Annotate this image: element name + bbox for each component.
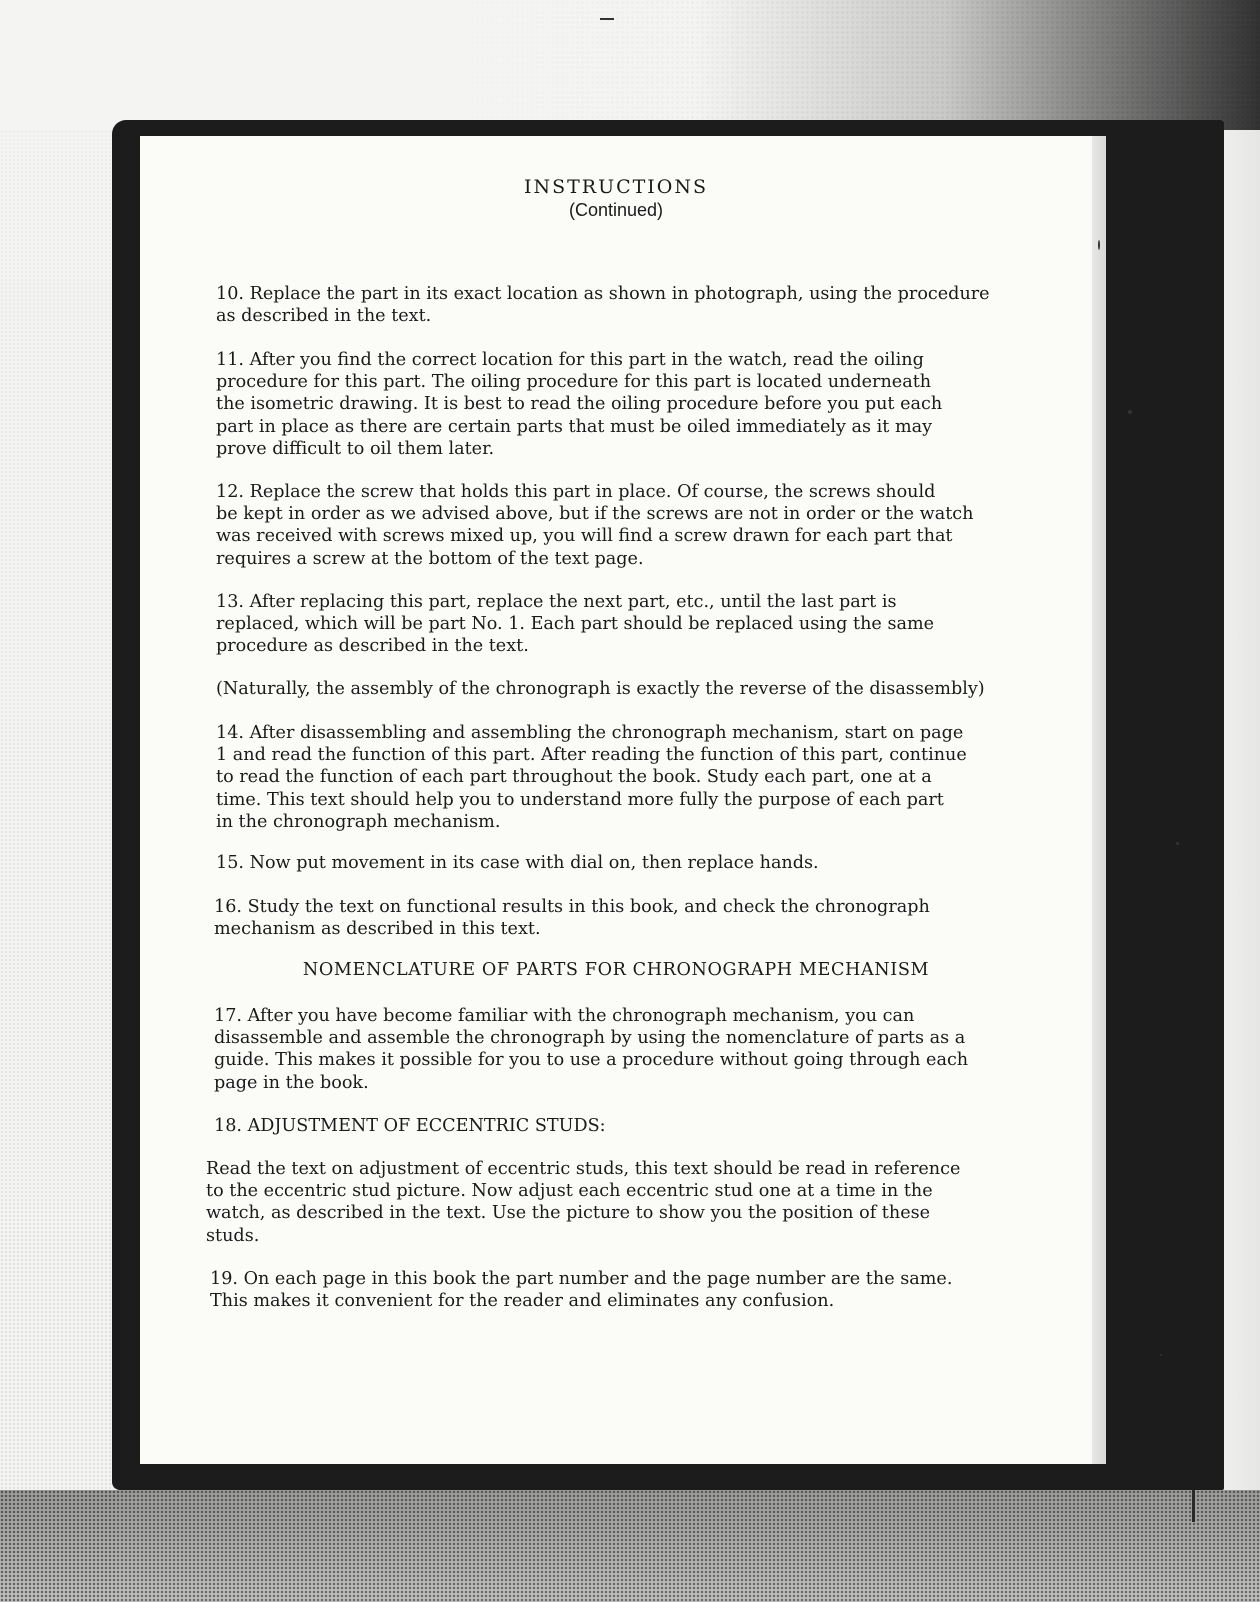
text-line: (Naturally, the assembly of the chronograph is exactly the reverse of the disassembly): [216, 679, 985, 699]
text-line: to read the function of each part throughout the book. Study each part, one at a: [216, 767, 932, 788]
text-line: watch, as described in the text. Use the picture to show you the position of these: [206, 1203, 931, 1224]
text-line: in the chronograph mechanism.: [216, 811, 501, 832]
text-line: 19. On each page in this book the part number and the page number are the same.: [210, 1269, 953, 1289]
section-heading: NOMENCLATURE OF PARTS FOR CHRONOGRAPH MECHANISM: [302, 960, 930, 980]
text-line: time. This text should help you to understand more fully the purpose of each part: [216, 789, 944, 810]
text-line: 1 and read the function of this part. After reading the function of this part, continue: [216, 745, 967, 766]
text-line: Read the text on adjustment of eccentric studs, this text should be read in reference: [206, 1159, 961, 1179]
text-line: page in the book.: [214, 1072, 369, 1093]
page-edge-shadow: [1092, 136, 1106, 1464]
text-line: was received with screws mixed up, you will find a screw drawn for each part that: [216, 526, 953, 547]
page-title: INSTRUCTIONS: [523, 176, 709, 198]
text-line: 16. Study the text on functional results in this book, and check the chronograph: [214, 897, 930, 917]
text-line: 11. After you find the correct location for this part in the watch, read the oiling: [216, 350, 924, 370]
paragraph-13: [216, 591, 1016, 658]
text-line: requires a screw at the bottom of the text page.: [216, 548, 644, 569]
scan-shadow-top: [0, 0, 1260, 130]
text-line: 10. Replace the part in its exact location as shown in photograph, using the procedure: [216, 284, 990, 304]
scan-shadow-bottom: [0, 1490, 1260, 1602]
text-line: procedure for this part. The oiling procedure for this part is located underneath: [216, 372, 932, 393]
paragraph-15: [216, 852, 1016, 874]
text-line: mechanism as described in this text.: [214, 919, 541, 940]
text-line: guide. This makes it possible for you to use a procedure without going through each: [214, 1050, 969, 1071]
text-line: 14. After disassembling and assembling the chronograph mechanism, start on page: [216, 723, 964, 743]
text-line: the isometric drawing. It is best to read the oiling procedure before you put each: [216, 394, 943, 415]
text-line: 17. After you have become familiar with the chronograph mechanism, you can: [214, 1006, 915, 1026]
text-line: prove difficult to oil them later.: [216, 438, 495, 459]
text-line: disassemble and assemble the chronograph by using the nomenclature of parts as a: [214, 1028, 966, 1049]
paragraph-11: [216, 349, 1016, 460]
text-line: studs.: [206, 1225, 260, 1246]
paragraph-14: [216, 722, 1016, 833]
paragraph-16: [214, 896, 1014, 940]
text-line: 15. Now put movement in its case with dial on, then replace hands.: [216, 853, 819, 873]
text-line: procedure as described in the text.: [216, 636, 529, 657]
paragraph-19: [210, 1268, 1010, 1312]
text-line: 18. ADJUSTMENT OF ECCENTRIC STUDS:: [214, 1116, 606, 1136]
paragraph-12: [216, 481, 1016, 570]
text-line: 12. Replace the screw that holds this part in place. Of course, the screws should: [216, 482, 936, 502]
paragraph-10: [216, 283, 1016, 327]
scan-grain-left: [0, 130, 115, 1602]
text-line: This makes it convenient for the reader and eliminates any confusion.: [210, 1291, 835, 1312]
text-line: 13. After replacing this part, replace the next part, etc., until the last part is: [216, 592, 897, 612]
text-line: replaced, which will be part No. 1. Each part should be replaced using the same: [216, 614, 935, 635]
text-line: to the eccentric stud picture. Now adjust each eccentric stud one at a time in the: [206, 1181, 933, 1202]
text-line: part in place as there are certain parts that must be oiled immediately as it may: [216, 416, 933, 437]
page-subtitle: (Continued): [568, 200, 664, 220]
paragraph-17: [214, 1005, 1014, 1094]
paragraph-18: [214, 1115, 1014, 1137]
paragraph-18-body: [206, 1158, 1006, 1247]
text-line: be kept in order as we advised above, but if the screws are not in order or the watch: [216, 504, 974, 525]
paragraph-note: [216, 678, 1016, 700]
text-line: as described in the text.: [216, 306, 432, 327]
